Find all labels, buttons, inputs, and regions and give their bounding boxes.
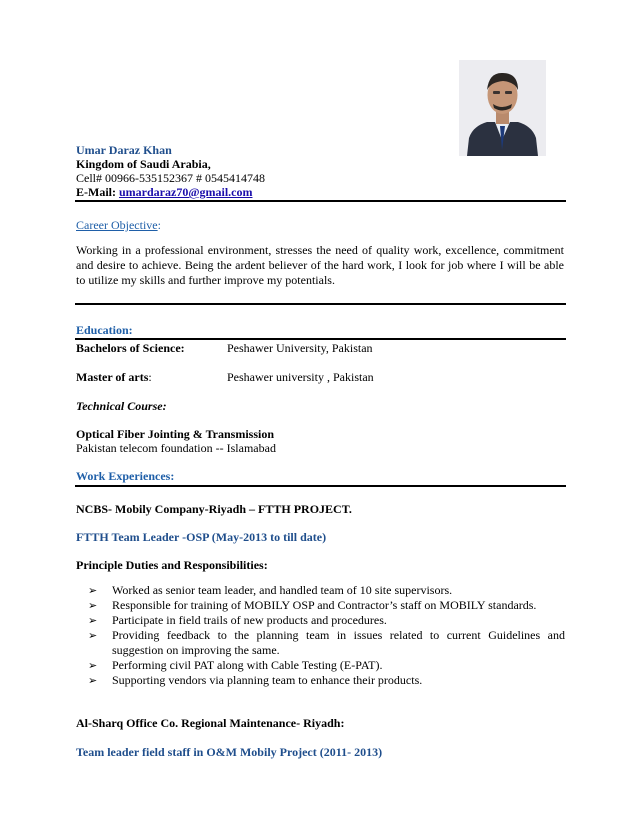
institution-name: Peshawer university , Pakistan bbox=[227, 370, 374, 384]
email-link[interactable]: umardaraz70@gmail.com bbox=[119, 185, 253, 199]
job-title: Team leader field staff in O&M Mobily Project (2011- 2013) bbox=[76, 745, 383, 759]
duties-heading: Principle Duties and Responsibilities: bbox=[76, 558, 268, 572]
career-objective-heading: Career Objective: bbox=[76, 218, 161, 232]
list-item: ➢ Worked as senior team leader, and handled team of 10 site supervisors. bbox=[88, 583, 453, 597]
career-objective-text: Working in a professional environment, stresses the need of quality work, excellence, commitment and desire to achieve. Being the ardent believer of the hard work, I look for job where I will be able to utilize my skills and further improve my potentials. bbox=[76, 243, 564, 287]
course-name: Optical Fiber Jointing & Transmission bbox=[76, 427, 275, 441]
arrow-bullet-icon: ➢ bbox=[88, 659, 98, 672]
person-portrait-icon bbox=[459, 60, 546, 156]
profile-photo bbox=[459, 60, 546, 156]
arrow-bullet-icon: ➢ bbox=[88, 614, 98, 627]
career-objective-title: Career Objective bbox=[76, 218, 158, 232]
list-item: ➢ Providing feedback to the planning team in issues related to current Guidelines and suggestion on improving the same. bbox=[88, 628, 565, 657]
divider bbox=[75, 200, 566, 202]
divider bbox=[75, 303, 566, 305]
arrow-bullet-icon: ➢ bbox=[88, 599, 98, 612]
duties-list bbox=[88, 583, 565, 688]
institution-name: Peshawer University, Pakistan bbox=[227, 341, 373, 355]
degree-name: Master of arts bbox=[76, 370, 149, 384]
company-name: NCBS- Mobily Company-Riyadh – FTTH PROJECT. bbox=[76, 502, 352, 516]
contact-header bbox=[76, 143, 265, 199]
phone-numbers: Cell# 00966-535152367 # 0545414748 bbox=[76, 171, 265, 185]
arrow-bullet-icon: ➢ bbox=[88, 584, 98, 597]
company-name: Al-Sharq Office Co. Regional Maintenance- Riyadh: bbox=[76, 716, 345, 730]
list-item: ➢ Participate in field trails of new products and procedures. bbox=[88, 613, 387, 627]
technical-course-heading: Technical Course: bbox=[76, 399, 167, 413]
email-line bbox=[76, 185, 265, 199]
education-heading: Education: bbox=[76, 323, 133, 337]
divider bbox=[75, 485, 566, 487]
email-label: E-Mail: bbox=[76, 185, 116, 199]
arrow-bullet-icon: ➢ bbox=[88, 629, 98, 642]
degree-name: Bachelors of Science: bbox=[76, 341, 185, 355]
course-provider: Pakistan telecom foundation -- Islamabad bbox=[76, 441, 276, 455]
job-title: FTTH Team Leader -OSP (May-2013 to till date) bbox=[76, 530, 327, 544]
work-experience-heading: Work Experiences: bbox=[76, 469, 175, 483]
list-item: ➢ Responsible for training of MOBILY OSP and Contractor’s staff on MOBILY standards. bbox=[88, 598, 537, 612]
arrow-bullet-icon: ➢ bbox=[88, 674, 98, 687]
list-item: ➢ Supporting vendors via planning team to enhance their products. bbox=[88, 673, 423, 687]
divider bbox=[75, 338, 566, 340]
education-row bbox=[76, 341, 373, 356]
candidate-name: Umar Daraz Khan bbox=[76, 143, 172, 157]
location: Kingdom of Saudi Arabia, bbox=[76, 157, 211, 171]
list-item: ➢ Performing civil PAT along with Cable Testing (E-PAT). bbox=[88, 658, 383, 672]
education-row: Master of arts: Peshawer university , Pakistan bbox=[76, 370, 374, 384]
